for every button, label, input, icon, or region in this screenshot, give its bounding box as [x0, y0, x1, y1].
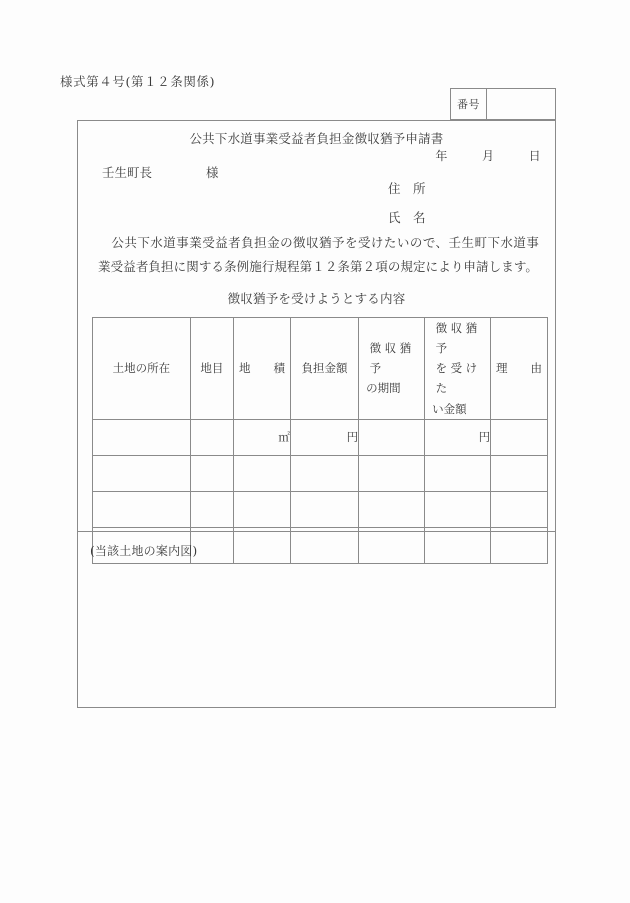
col-header-land-category: 地目: [190, 318, 233, 420]
applicant-address-label: 住 所: [388, 181, 426, 196]
col-header-deferral-period: 徴収猶予 の期間: [359, 318, 425, 420]
date-year-label: 年: [435, 149, 448, 163]
col-header-deferral-amount: 徴収猶予 を受けた い金額: [425, 318, 491, 420]
table-header-row: [93, 318, 548, 420]
table-row: [93, 455, 548, 491]
addressee-honorific: 様: [206, 165, 219, 180]
table-row: [93, 491, 548, 527]
table-row: [93, 419, 548, 455]
cell-reason[interactable]: [491, 455, 548, 491]
cell-deferral-period[interactable]: [359, 419, 425, 455]
applicant-name-label: 氏 名: [388, 210, 426, 225]
content-table-wrapper: [92, 317, 548, 564]
cell-burden-amount[interactable]: [290, 455, 358, 491]
col-header-land-area: 地 積: [234, 318, 291, 420]
date-line: [435, 147, 541, 164]
cell-land-category[interactable]: [190, 455, 233, 491]
form-number-label: 様式第４号(第１２条関係): [60, 74, 216, 89]
cell-burden-amount[interactable]: [290, 491, 358, 527]
table-caption: 徴収猶予を受けようとする内容: [227, 291, 406, 306]
form-upper-section: [78, 121, 555, 532]
cell-deferral-amount-unit[interactable]: 円: [425, 419, 491, 455]
number-box-value[interactable]: [487, 89, 555, 119]
addressee-line: [102, 163, 219, 181]
cell-deferral-amount[interactable]: [425, 455, 491, 491]
body-text-line-1: 公共下水道事業受益者負担金の徴収猶予を受けたいので、壬生町下水道事業受益: [98, 235, 539, 275]
col-header-burden-amount: 負担金額: [290, 318, 358, 420]
date-month-label: 月: [481, 149, 495, 163]
cell-burden-amount-unit[interactable]: 円: [290, 419, 358, 455]
addressee-recipient: 壬生町長: [102, 165, 153, 180]
body-text-line-2: 者負担に関する条例施行規程第１２条第２項の規定により申請します。: [135, 259, 539, 275]
cell-deferral-period[interactable]: [359, 491, 425, 527]
form-frame: [77, 120, 556, 708]
col-header-location: 土地の所在: [93, 318, 191, 420]
body-text: [98, 231, 539, 280]
cell-location[interactable]: [93, 491, 191, 527]
cell-land-area-unit[interactable]: ㎡: [234, 419, 291, 455]
date-day-label: 日: [528, 149, 541, 163]
cell-land-area[interactable]: [234, 455, 291, 491]
cell-land-category[interactable]: [190, 419, 233, 455]
cell-land-category[interactable]: [190, 491, 233, 527]
col-header-reason: 理 由: [491, 318, 548, 420]
cell-location[interactable]: [93, 419, 191, 455]
cell-land-area[interactable]: [234, 491, 291, 527]
cell-reason[interactable]: [491, 491, 548, 527]
map-section: [78, 532, 555, 707]
content-table: [92, 317, 548, 564]
cell-reason[interactable]: [491, 419, 548, 455]
cell-deferral-amount[interactable]: [425, 491, 491, 527]
number-box: [450, 88, 556, 120]
map-drawing-area[interactable]: [78, 566, 555, 707]
cell-location[interactable]: [93, 455, 191, 491]
map-section-label: (当該土地の案内図): [90, 544, 198, 558]
cell-deferral-period[interactable]: [359, 455, 425, 491]
applicant-fields: [388, 179, 426, 237]
document-title: 公共下水道事業受益者負担金徴収猶予申請書: [189, 131, 444, 146]
number-box-label: 番号: [451, 89, 487, 119]
